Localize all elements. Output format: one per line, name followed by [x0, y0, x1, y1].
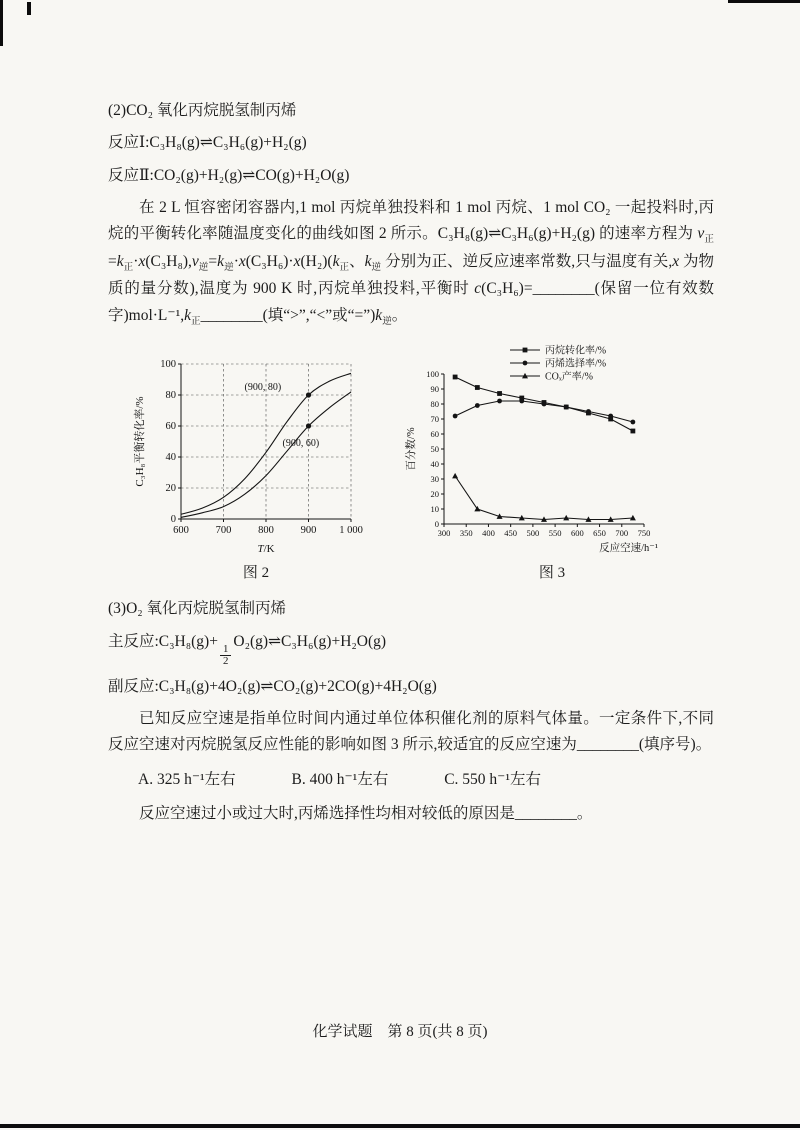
svg-text:0: 0	[434, 518, 439, 529]
svg-text:60: 60	[430, 428, 439, 439]
svg-text:300: 300	[437, 527, 451, 538]
svg-text:900: 900	[300, 524, 317, 536]
svg-text:650: 650	[593, 527, 606, 538]
svg-text:C₃H₈平衡转化率/%: C₃H₈平衡转化率/%	[134, 396, 146, 487]
options-row	[108, 767, 714, 793]
svg-text:350: 350	[459, 527, 473, 538]
section-2-paragraph: 在 2 L 恒容密闭容器内,1 mol 丙烷单独投料和 1 mol 丙烷、1 mol CO₂ 一起投料时,丙烷的平衡转化率随温度变化的曲线如图 2 所示。C₃H₈(g)⇌C₃H₆(g)+H₂(g) 的速率方程为 $v_正=k_正\cdot x(C_3H_8),v_逆=k_逆\cdot x(C_3H_6)\cdot x(H_2)(k_正$、$k_逆$ 分别为正、逆反应速率常数,只与温度有关,x 为物质的量分数),温度为 900 K 时,丙烷单独投料,平衡时 c(C₃H₆)=________(保留一位有效数字)$mol\cdot L^{-1},k_正\_\_\_\_\_\_\_\_$(填“>”,“<”或“$=”)k_逆$。	[108, 199, 715, 327]
svg-text:600: 600	[570, 527, 584, 538]
svg-text:500: 500	[526, 527, 540, 538]
scan-artifact-left-edge	[0, 0, 3, 46]
svg-text:T/K: T/K	[257, 542, 275, 555]
svg-text:10: 10	[430, 503, 439, 514]
figures-row	[108, 338, 714, 587]
svg-text:600: 600	[173, 524, 189, 536]
svg-text:0: 0	[170, 513, 176, 525]
svg-text:50: 50	[430, 443, 439, 454]
svg-text:100: 100	[160, 358, 176, 370]
side-reaction-equation: 副反应:C₃H₈(g)+4O₂(g)⇌CO₂(g)+2CO(g)+4H₂O(g)	[108, 677, 437, 695]
svg-text:800: 800	[258, 524, 274, 536]
section-3-heading: (3)O₂ 氧化丙烷脱氢制丙烯	[108, 600, 287, 618]
svg-text:40: 40	[165, 451, 176, 463]
reaction-1-equation: 反应Ⅰ:C₃H₈(g)⇌C₃H₆(g)+H₂(g)	[108, 134, 307, 152]
figure-3	[402, 338, 702, 587]
page-footer: 化学试题 第 8 页(共 8 页)	[312, 1024, 488, 1040]
svg-text:60: 60	[165, 420, 176, 432]
svg-text:90: 90	[430, 383, 439, 394]
final-question-line: 反应空速过小或过大时,丙烯选择性均相对较低的原因是________。	[139, 804, 593, 822]
section-2-heading: (2)CO₂ 氧化丙烷脱氢制丙烯	[108, 102, 297, 119]
svg-text:反应空速/h⁻¹: 反应空速/h⁻¹	[599, 542, 658, 554]
option-b: B. 400 h⁻¹左右	[291, 770, 389, 788]
figure-3-chart	[402, 338, 702, 558]
svg-text:400: 400	[482, 527, 495, 538]
scan-artifact-top-left-mark	[27, 2, 31, 15]
scan-artifact-bottom-edge	[0, 1124, 800, 1128]
svg-text:70: 70	[430, 413, 439, 424]
svg-text:450: 450	[504, 527, 518, 538]
svg-text:百分数/%: 百分数/%	[406, 427, 417, 471]
reaction-2-equation: 反应Ⅱ:CO₂(g)+H₂(g)⇌CO(g)+H₂O(g)	[108, 166, 350, 184]
question-content	[108, 98, 714, 835]
svg-text:40: 40	[430, 458, 439, 469]
svg-text:30: 30	[430, 473, 439, 484]
svg-text:20: 20	[430, 488, 439, 499]
figure-2	[126, 350, 386, 587]
svg-text:700: 700	[215, 524, 232, 536]
svg-text:700: 700	[615, 527, 629, 538]
svg-text:丙烷转化率/%: 丙烷转化率/%	[545, 345, 607, 357]
svg-text:550: 550	[548, 527, 562, 538]
svg-text:80: 80	[165, 389, 176, 401]
scan-artifact-top-right-edge	[728, 0, 800, 3]
option-a: A. 325 h⁻¹左右	[138, 770, 236, 788]
section-3-paragraph: 已知反应空速是指单位时间内通过单位体积催化剂的原料气体量。一定条件下,不同反应空速对丙烷脱氢反应性能的影响如图 3 所示,较适宜的反应空速为________(填序号)。	[108, 709, 714, 754]
figure-2-chart	[126, 350, 386, 558]
svg-text:100: 100	[426, 368, 439, 379]
main-reaction-equation: 主反应:C₃H₈(g)+ $\frac{1}{2}$ O₂(g)⇌C₃H₆(g)+H₂O(g)	[108, 632, 387, 668]
svg-text:丙烯选择率/%: 丙烯选择率/%	[545, 358, 607, 370]
svg-text:(900, 60): (900, 60)	[282, 437, 320, 449]
option-c: C. 550 h⁻¹左右	[444, 770, 541, 788]
svg-text:COₓ产率/%: COₓ产率/%	[545, 371, 593, 383]
svg-text:750: 750	[637, 527, 651, 538]
svg-text:(900, 80): (900, 80)	[244, 381, 282, 393]
svg-text:1 000: 1 000	[339, 524, 363, 536]
figure-2-caption: 图 2	[242, 564, 270, 581]
svg-text:80: 80	[430, 398, 439, 409]
figure-3-caption: 图 3	[538, 564, 566, 581]
svg-text:20: 20	[165, 482, 176, 494]
